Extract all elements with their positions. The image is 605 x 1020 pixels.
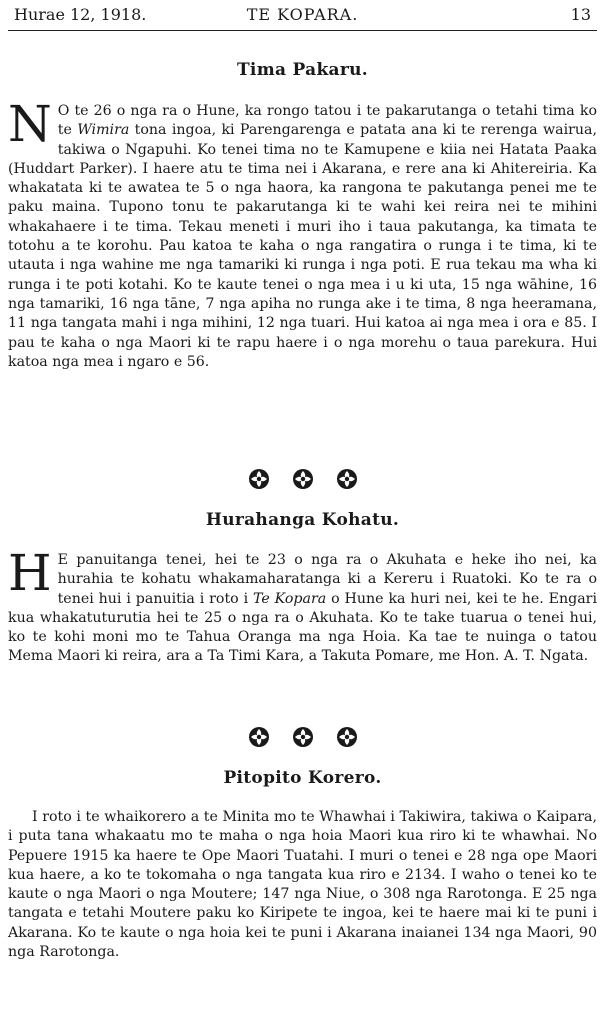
flower-ornament-icon — [336, 726, 358, 748]
article-body — [8, 95, 598, 372]
article-title: Pitopito Korero. — [223, 768, 382, 788]
article-body: I roto i te whaikorero a te Minita mo te Whawhai i Takiwira, takiwa o Kaipara, i puta tana whakaatu mo te maha o nga hoia Maori kua riro ki te whawhai. No Pepuere 1915 ka haere te Ope Maori Tuatahi. I muri o tenei e 28 nga ope Maori kua haere, a ko te tokomaha o nga tangata kua riro e 2134. I waho o tenei ko te kaute o nga Maori o nga Moutere; 147 nga Niue, o 308 nga Rarotonga. E 25 nga tangata e tetahi Moutere paku ko Kiripete te ingoa, kei te haere mai ki te puni i Akarana. Ko te kaute o nga hoia kei te puni i Akarana inaianei 134 nga Maori, 90 nga Rarotonga. — [8, 809, 597, 961]
flower-ornament-icon — [336, 468, 358, 490]
article-hurahanga-kohatu — [8, 510, 597, 667]
section-divider-ornaments — [0, 726, 605, 748]
header-date: Hurae 12, 1918. — [14, 5, 147, 24]
flower-ornament-icon — [248, 468, 270, 490]
body-rest: tona ingoa, ki Parengarenga e patata ana ki te rerenga wairua, takiwa o Ngapuhi. Ko tenei tima no te Kamupene e kiia nei Hatata Paaka (Huddart Parker). I haere atu te tima nei i Akarana, e rere ana ki Ahitereiria. Ka whakatata ki te awatea te 5 o nga haora, ka rangona te pakutanga penei me te paku maina. Tupono tonu te pakarutanga ki te wahi kei reira nei te mihini whakahaere i te tima. Tekau meneti i muri iho i taua pakutanga, ka timata te totohu a te korohu. Pau katoa te kaha o nga rangatira o runga i te tima, ki te utauta i nga wahine me nga tamariki ki runga i nga poti. E rua tekau ma wha ki runga i te poti kotahi. Ko te kaute tenei o nga mea i u ki uta, 15 nga wāhine, 16 nga tamariki, 16 nga tāne, 7 nga apiha no runga ake i te tima, 8 nga heeramana, 11 nga tangata mahi i nga mihini, 12 nga tuari. Hui katoa ai nga mea i ora e 85. I pau te kaha o nga Maori ki te rapu haere i o nga morehu o taua parekura. Hui katoa nga mea i ngaro e 56. — [8, 122, 598, 370]
drop-cap: N — [8, 95, 52, 153]
section-divider-ornaments — [0, 468, 605, 490]
body-rest: o Hune ka huri nei, kei te he. Engari kua whakatuturutia hei te 25 o nga ra o Akuhata. Ko te take tuarua o tenei hui, ko te kohi moni mo te Tahua Oranga ma nga Hoia. Ka tae te nuinga o tatou Mema Maori ki reira, ara a Ta Timi Kara, a Takuta Pomare, me Hon. A. T. Ngata. — [8, 590, 597, 665]
article-body — [8, 544, 597, 667]
ship-name: Wimira — [77, 122, 130, 139]
body-start: E panuitanga tenei, hei te 23 o nga ra o Akuhata e heke iho nei, ka hurahia te kohatu whakamaharatanga ki a Kereru i Ruatoki. Ko te ra o tenei hui i panuitia i roto i — [57, 552, 597, 607]
paper-name: Te Kopara — [253, 590, 327, 607]
header-title: TE KOPARA. — [246, 5, 359, 24]
running-header — [8, 0, 597, 31]
drop-cap: H — [8, 544, 52, 602]
flower-ornament-icon — [292, 726, 314, 748]
flower-ornament-icon — [248, 726, 270, 748]
flower-ornament-icon — [292, 468, 314, 490]
page-number: 13 — [570, 5, 591, 24]
article-pitopito-korero — [8, 768, 597, 962]
article-title: Tima Pakaru. — [236, 60, 368, 80]
article-tima-pakaru — [8, 60, 597, 372]
article-title: Hurahanga Kohatu. — [205, 510, 400, 530]
body-start: O te 26 o nga ra o Hune, ka rongo tatou i te pakarutanga o tetahi tima ko te — [57, 103, 597, 139]
